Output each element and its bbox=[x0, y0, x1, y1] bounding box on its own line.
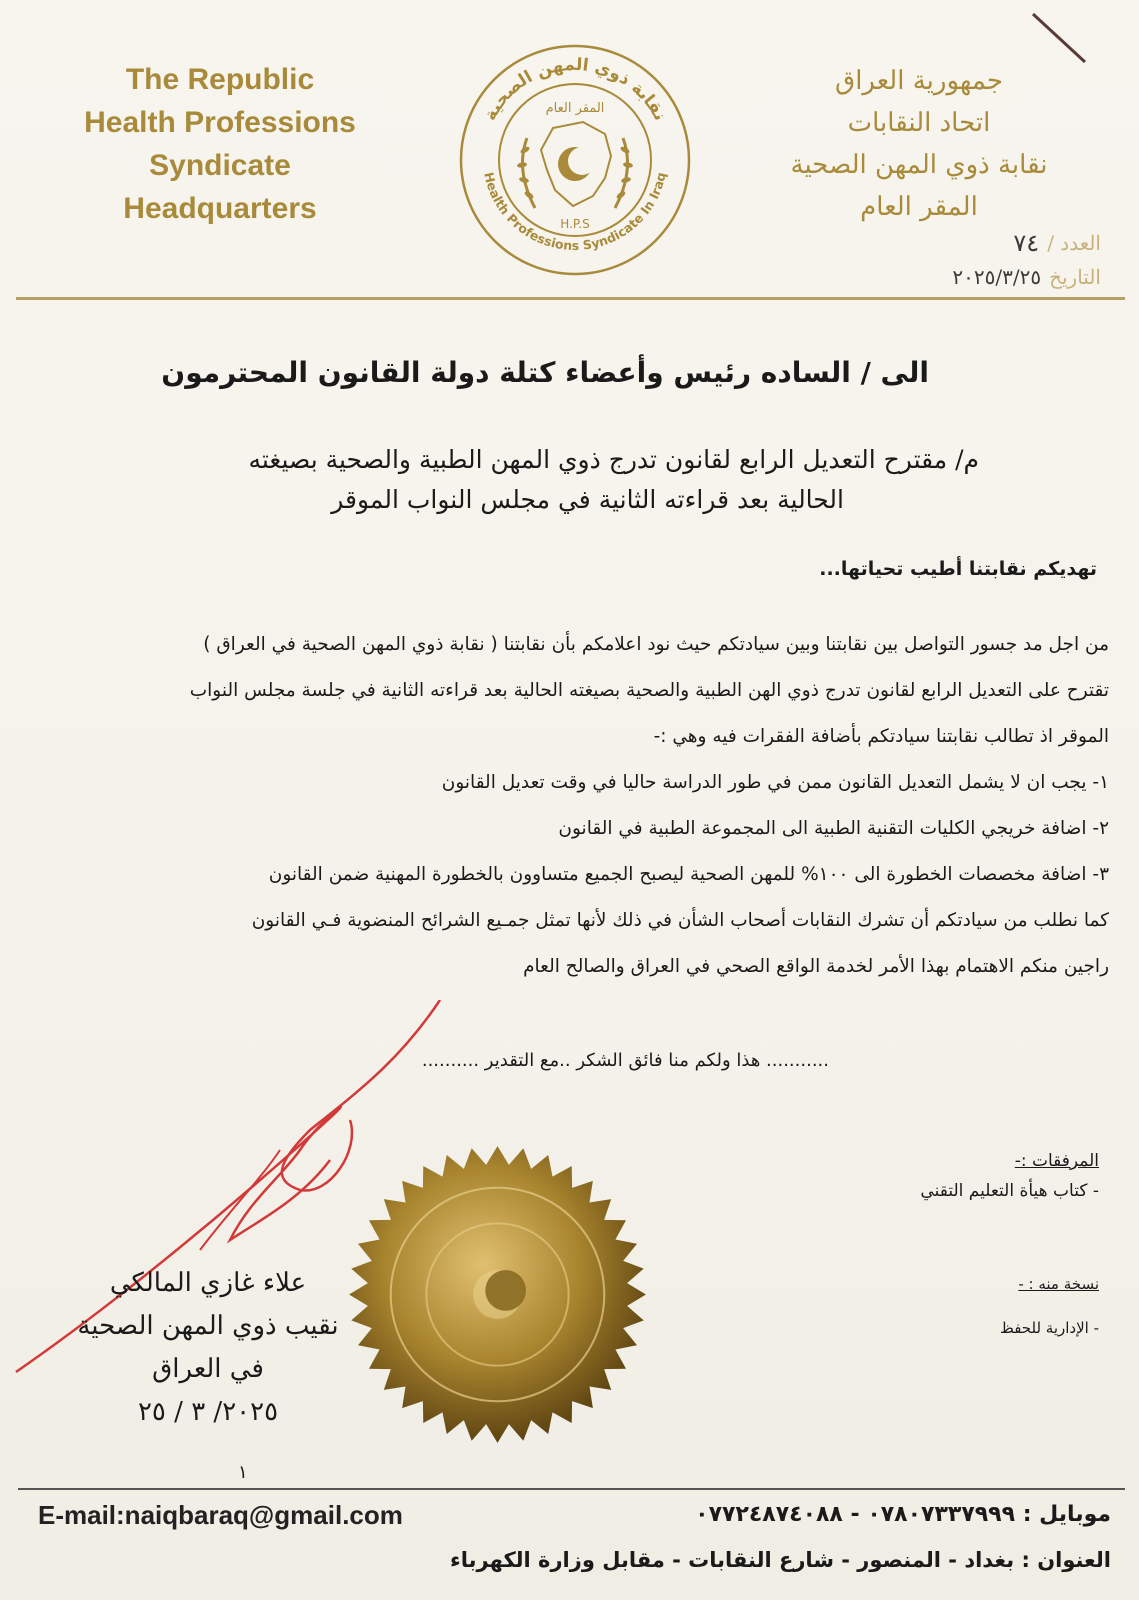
addressee: الى / الساده رئيس وأعضاء كتلة دولة القانون المحترمون bbox=[161, 356, 929, 389]
header-ar-line-4: المقر العام bbox=[860, 192, 978, 222]
subject-line-1: م/ مقترح التعديل الرابع لقانون تدرج ذوي المهن الطبية والصحية بصيغته bbox=[248, 445, 979, 474]
page-number: ١ bbox=[238, 1462, 248, 1483]
attachments bbox=[799, 1146, 1099, 1206]
signer-block bbox=[58, 1262, 358, 1434]
svg-text:Health Professions Syndicate I bbox=[481, 171, 669, 253]
footer-email[interactable]: E-mail:naiqbaraq@gmail.com bbox=[38, 1500, 403, 1530]
signer-title: نقيب ذوي المهن الصحية bbox=[77, 1311, 339, 1341]
attachment-item: - كتاب هيأة التعليم التقني bbox=[920, 1181, 1099, 1201]
body-line-3: الموقر اذ تطالب نقابتنا سيادتكم بأضافة الفقرات فيه وهي :- bbox=[653, 726, 1109, 747]
body-line-2: تقترح على التعديل الرابع لقانون تدرج ذوي الهن الطبية والصحية بصيغته الحالية بعد قراءته الثانية في جلسة مجلس النواب bbox=[189, 680, 1109, 701]
attachments-label: المرفقات :- bbox=[1014, 1151, 1099, 1171]
footer-phones: موبايل : ٠٧٨٠٧٣٣٧٩٩٩ - ٠٧٧٢٤٨٧٤٠٨٨ bbox=[695, 1502, 1111, 1527]
body-line-5: ٢- اضافة خريجي الكليات التقنية الطبية الى المجموعة الطبية في القانون bbox=[558, 818, 1109, 839]
ref-number-label: العدد / bbox=[1047, 231, 1101, 255]
letter-body bbox=[59, 622, 1109, 990]
copy-item: - الإدارية للحفظ bbox=[999, 1319, 1099, 1337]
body-line-1: من اجل مد جسور التواصل بين نقابتنا وبين سيادتكم حيث نود اعلامكم بأن نقابتنا ( نقابة ذوي المهن الصحية في العراق ) bbox=[203, 634, 1109, 655]
subject bbox=[179, 440, 979, 520]
copy-to bbox=[799, 1262, 1099, 1350]
logo-inner-text: المقر العام bbox=[545, 101, 605, 116]
greeting: تهديكم نقابتنا أطيب تحياتها... bbox=[819, 558, 1097, 580]
header-ar-line-3: نقابة ذوي المهن الصحية bbox=[790, 150, 1048, 180]
date-label: التاريخ bbox=[1049, 265, 1101, 289]
header-en-line-3: Syndicate bbox=[149, 149, 291, 182]
closing-line: ........... هذا ولكم منا فائق الشكر ..مع التقدير .......... bbox=[421, 1050, 829, 1071]
footer-address: العنوان : بغداد - المنصور - شارع النقابات - مقابل وزارة الكهرباء bbox=[450, 1548, 1111, 1572]
body-line-6: ٣- اضافة مخصصات الخطورة الى ١٠٠% للمهن الصحية ليصبح الجميع متساوون بالخطورة المهنية ضمن القانون bbox=[268, 864, 1109, 885]
header-en-line-1: The Republic bbox=[125, 63, 315, 96]
syndicate-logo bbox=[455, 40, 695, 280]
subject-line-2: الحالية بعد قراءته الثانية في مجلس النواب الموقر bbox=[331, 485, 844, 514]
header-ar-line-2: اتحاد النقابات bbox=[847, 108, 991, 138]
reference-block bbox=[861, 226, 1101, 294]
logo-en-ring-text: Health Professions Syndicate In Iraq bbox=[481, 170, 669, 254]
ref-number-row bbox=[861, 226, 1101, 260]
logo-ar-ring-text: نقابة ذوي المهن الصحية bbox=[480, 54, 670, 124]
body-line-4: ١- يجب ان لا يشمل التعديل القانون ممن في طور الدراسة حاليا في وقت تعديل القانون bbox=[441, 772, 1109, 793]
signer-name: علاء غازي المالكي bbox=[109, 1268, 307, 1298]
header-ar-line-1: جمهورية العراق bbox=[835, 66, 1003, 96]
signer-date: ٢٠٢٥/ ٣ / ٢٥ bbox=[137, 1397, 279, 1427]
body-line-8: راجين منكم الاهتمام بهذا الأمر لخدمة الواقع الصحي في العراق والصالح العام bbox=[523, 956, 1109, 977]
body-line-7: كما نطلب من سيادتكم أن تشرك النقابات أصحاب الشأن في ذلك لأنها تمثل جمـيع الشرائح المنضوية فـي القانون bbox=[251, 910, 1109, 931]
date-row bbox=[861, 260, 1101, 294]
header-divider bbox=[16, 297, 1125, 300]
ref-number-value: ٧٤ bbox=[1013, 229, 1040, 257]
date-value: ٢٠٢٥/٣/٢٥ bbox=[952, 265, 1042, 289]
signer-place: في العراق bbox=[152, 1354, 264, 1384]
copy-label: نسخة منه : - bbox=[1018, 1275, 1099, 1293]
header-en-line-2: Health Professions bbox=[84, 106, 356, 139]
logo-initials: H.P.S bbox=[560, 217, 590, 231]
header-en-line-4: Headquarters bbox=[123, 192, 317, 225]
footer-divider bbox=[18, 1488, 1125, 1490]
header-english bbox=[40, 58, 400, 230]
header-arabic bbox=[759, 60, 1079, 228]
